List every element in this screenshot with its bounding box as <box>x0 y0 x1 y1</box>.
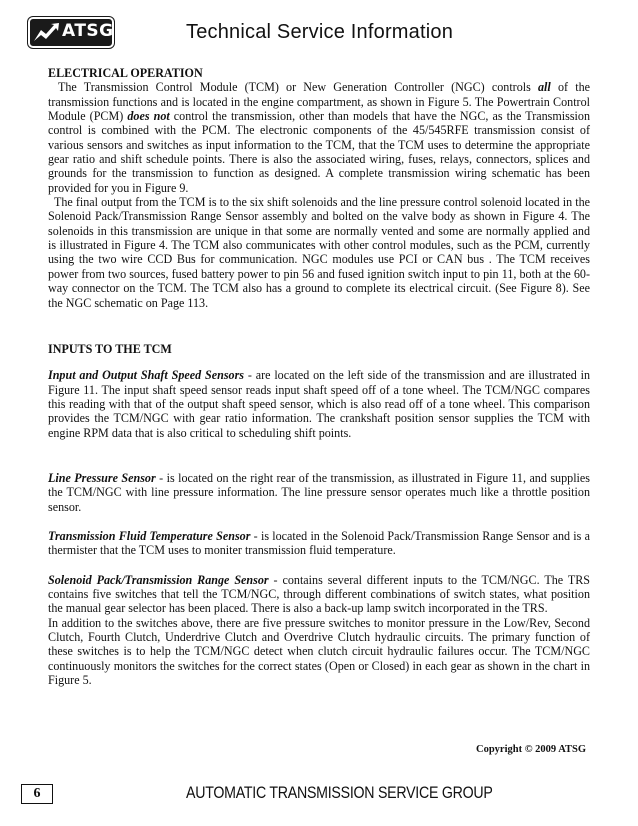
fluid-temp-paragraph: Transmission Fluid Temperature Sensor - is located in the Solenoid Pack/Transmission Range Sensor and is a thermister that the TCM uses to moniter transmission fluid temperature. <box>48 528 590 558</box>
arrow-emblem-icon <box>32 22 60 43</box>
electrical-paragraph-2: The final output from the TCM is to the six shift solenoids and the line pressure control solenoid located in the Solenoid Pack/Transmission Range Sensor assembly and bolted on the valve body as shown in Figure 4. The solenoids in this transmission are unique in that some are normally vented and some are normally applied and is illustrated in Figure 4. The TCM also communicates with other control modules, such as the PCM, currently using the two wire CCD Bus for communication. NGC modules use PCI or CAN bus . The TCM receives power from two sources, fused battery power to pin 56 and fused ignition switch input to pin 11, both at the 60-way connector on the TCM. The TCM also has a ground to complete its electrical circuit. (See Figure 8). See the NGC schematic on Page 113. <box>48 195 590 310</box>
electrical-operation-heading: ELECTRICAL OPERATION <box>48 66 203 80</box>
logo-text: ATSG <box>62 21 114 41</box>
inputs-heading: INPUTS TO THE TCM <box>48 341 172 356</box>
footer-org-name: AUTOMATIC TRANSMISSION SERVICE GROUP <box>186 784 493 802</box>
solenoid-pack-paragraph: Solenoid Pack/Transmission Range Sensor - contains several different inputs to the TCM/NGC. The TRS contains five switches that tell the TCM/NGC, through different combinations of switch states, what position the manual gear selector has been placed. There is also a back-up lamp switch incorporated in the TRS. <box>48 572 590 616</box>
electrical-paragraph-1: The Transmission Control Module (TCM) or New Generation Controller (NGC) controls all of the transmission functions and is located in the engine compartment, as shown in Figure 5. The Powertrain Control Module (PCM) does not control the transmission, other than models that have the NGC, as the Transmission control is combined with the PCM. The electronic components of the 45/545RFE transmission consist of various sensors and switches as input information to the TCM, that the TCM uses to determine the appropriate gear ratio and shift schedule points. There is also the associated wiring, fuses, relays, connectors, splices and grounds for the transmission to function as designed. A complete transmission wiring schematic has been provided for you in Figure 9. <box>48 80 591 195</box>
speed-sensors-paragraph: Input and Output Shaft Speed Sensors - are located on the left side of the transmission and are illustrated in Figure 11. The input shaft speed sensor reads input shaft speed off of a tone wheel. The TCM/NGC compares this reading with that of the output shaft speed sensor, which is also read off of a tone wheel. This comparison provides the TCM/NGC with gear ratio information. The crankshaft position sensor supplies the TCM with engine RPM data that is also critical to scheduling shift points. <box>48 368 590 440</box>
page-number: 6 <box>21 784 53 804</box>
atsg-logo <box>28 17 114 48</box>
main-content <box>48 66 590 687</box>
page-title: Technical Service Information <box>186 21 454 43</box>
copyright-notice: Copyright © 2009 ATSG <box>476 744 587 755</box>
line-pressure-paragraph: Line Pressure Sensor - is located on the right rear of the transmission, as illustrated in Figure 11, and supplies the TCM/NGC with line pressure information. The line pressure sensor operates much like a throttle position sensor. <box>48 470 590 514</box>
pressure-switches-paragraph: In addition to the switches above, there are five pressure switches to monitor pressure in the Low/Rev, Second Clutch, Fourth Clutch, Underdrive Clutch and Overdrive Clutch hydraulic circuits. The primary function of these switches is to help the TCM/NGC detect when clutch circuit hydraulic failures occur. The TCM/NGC continuously monitors the switches for the correct states (Open or Closed) in each gear as shown in the chart in Figure 5. <box>48 615 590 688</box>
